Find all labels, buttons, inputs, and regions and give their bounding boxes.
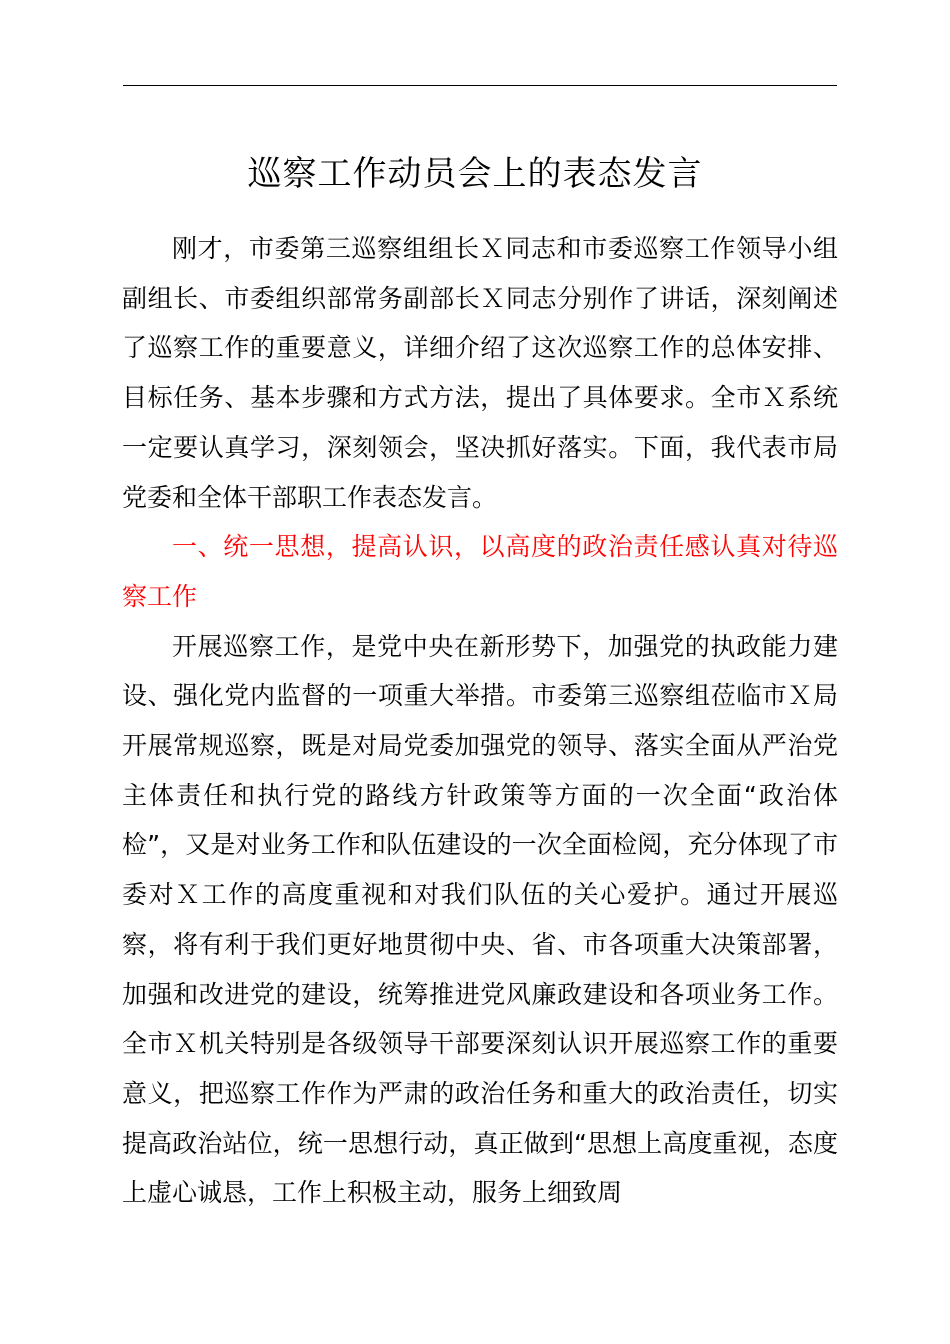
paragraph-intro: 刚才，市委第三巡察组组长Ｘ同志和市委巡察工作领导小组副组长、市委组织部常务副部长Ｘ同志分别作了讲话，深刻阐述了巡察工作的重要意义，详细介绍了这次巡察工作的总体安排、目标任务、基本步骤和方式方法，提出了具体要求。全市Ｘ系统一定要认真学习，深刻领会，坚决抓好落实。下面，我代表市局党委和全体干部职工作表态发言。: [122, 234, 838, 512]
section-heading: 一、统一思想，提高认识，以高度的政治责任感认真对待巡察工作: [122, 532, 838, 611]
paragraph-body: 开展巡察工作，是党中央在新形势下，加强党的执政能力建设、强化党内监督的一项重大举措。市委第三巡察组莅临市Ｘ局开展常规巡察，既是对局党委加强党的领导、落实全面从严治党主体责任和执行党的路线方针政策等方面的一次全面“政治体检”，又是对业务工作和队伍建设的一次全面检阅，充分体现了市委对Ｘ工作的高度重视和对我们队伍的关心爱护。通过开展巡察，将有利于我们更好地贯彻中央、省、市各项重大决策部署，加强和改进党的建设，统筹推进党风廉政建设和各项业务工作。全市Ｘ机关特别是各级领导干部要深刻认识开展巡察工作的重要意义，把巡察工作作为严肃的政治任务和重大的政治责任，切实提高政治站位，统一思想行动，真正做到“思想上高度重视，态度上虚心诚恳，工作上积极主动，服务上细致周: [122, 631, 838, 1208]
document-body: [122, 224, 838, 1218]
header-rule: [123, 85, 837, 86]
document-title: 巡察工作动员会上的表态发言: [247, 154, 703, 194]
